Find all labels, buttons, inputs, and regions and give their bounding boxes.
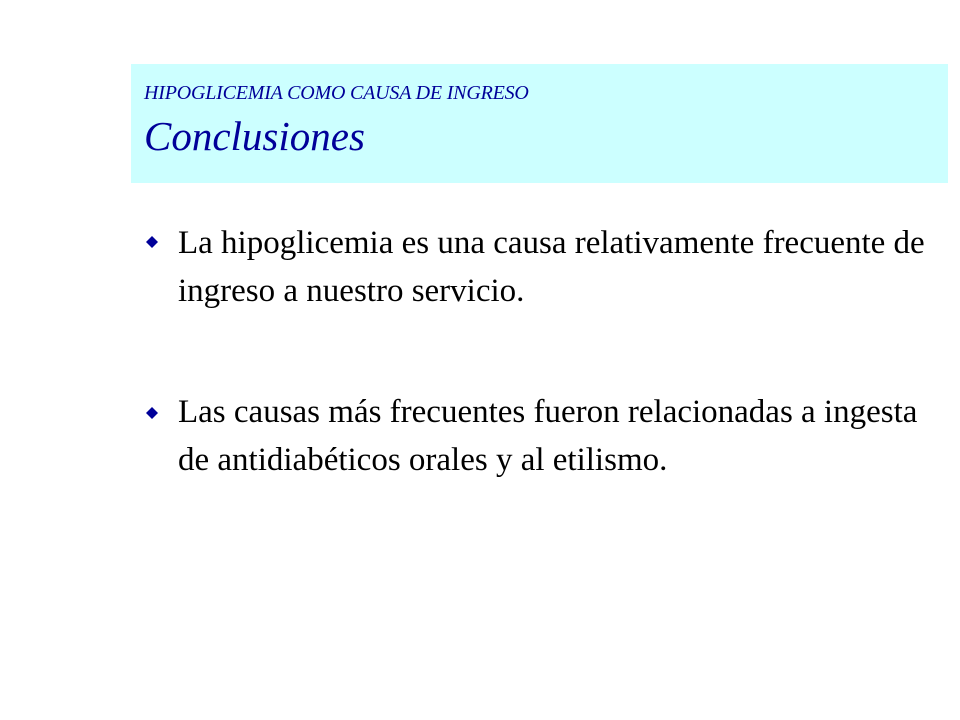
diamond-bullet-icon bbox=[146, 407, 158, 419]
diamond-bullet-icon bbox=[146, 236, 158, 248]
bullet-text: La hipoglicemia es una causa relativamente frecuente de ingreso a nuestro servicio. bbox=[178, 225, 925, 309]
bullet-text: Las causas más frecuentes fueron relacionadas a ingesta de antidiabéticos orales y al etilismo. bbox=[178, 394, 918, 478]
slide-title: Conclusiones bbox=[144, 113, 365, 159]
title-box bbox=[131, 64, 948, 183]
slide-subtitle: HIPOGLICEMIA COMO CAUSA DE INGRESO bbox=[144, 82, 529, 104]
